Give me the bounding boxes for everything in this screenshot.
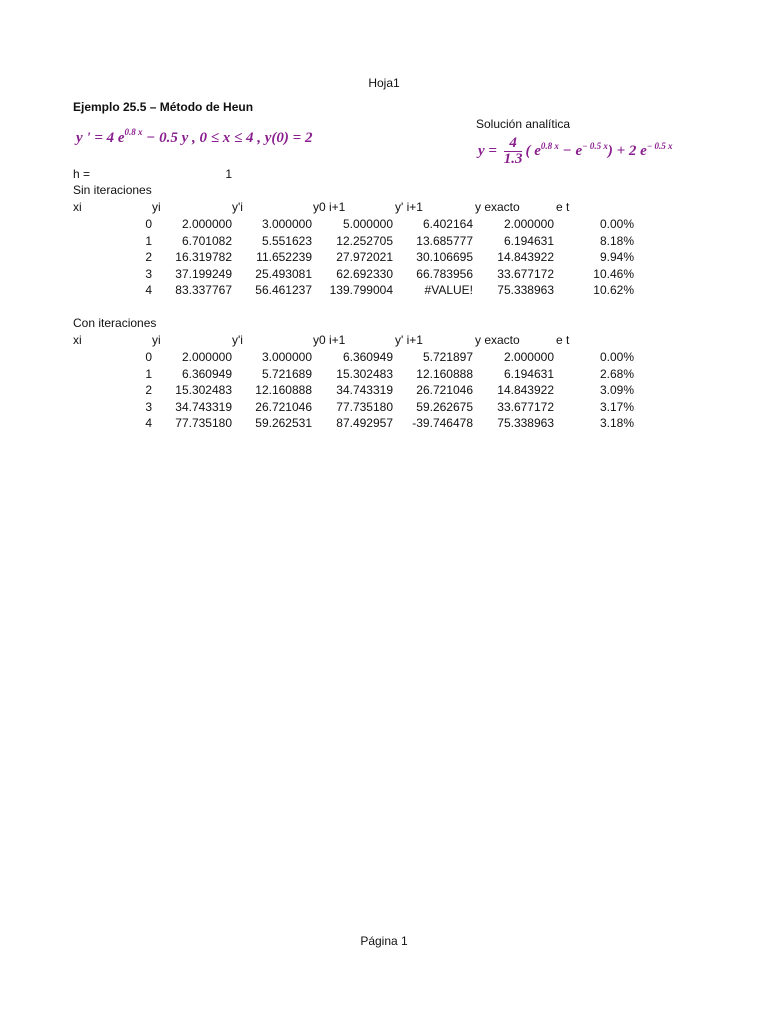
table-cell: 13.685777 bbox=[416, 233, 473, 248]
table-cell: 3.000000 bbox=[261, 350, 312, 364]
table-row bbox=[0, 283, 768, 299]
table-cell: 26.721046 bbox=[416, 383, 473, 397]
table-cell: 14.843922 bbox=[497, 383, 554, 397]
sheet-header: Hoja1 bbox=[368, 76, 400, 90]
table-cell: 2.000000 bbox=[503, 217, 554, 231]
table-cell: 77.735180 bbox=[336, 399, 393, 414]
table-cell: 9.94% bbox=[599, 250, 634, 264]
equation-exponent: 0.8 x bbox=[124, 127, 143, 137]
column-header: xi bbox=[73, 333, 82, 347]
table-cell: 6.194631 bbox=[503, 366, 554, 381]
table-cell: 4 bbox=[145, 283, 152, 297]
solution-fraction bbox=[504, 136, 523, 167]
table-cell: 12.160888 bbox=[416, 366, 473, 381]
table-cell: 10.62% bbox=[593, 283, 634, 297]
table-cell: 3 bbox=[145, 266, 152, 281]
section-title-sin-iteraciones: Sin iteraciones bbox=[73, 183, 152, 197]
table-cell: #VALUE! bbox=[424, 283, 473, 297]
table-cell: 1 bbox=[145, 233, 152, 248]
table-row bbox=[0, 250, 768, 266]
table-cell: 3 bbox=[145, 399, 152, 414]
table-cell: 14.843922 bbox=[497, 250, 554, 264]
column-header: y'i bbox=[232, 333, 243, 347]
table-cell: 8.18% bbox=[599, 233, 634, 248]
column-header: y0 i+1 bbox=[313, 333, 346, 347]
analytic-solution-label: Solución analítica bbox=[476, 117, 571, 131]
table-cell: 15.302483 bbox=[175, 383, 232, 397]
table-row bbox=[0, 400, 768, 416]
analytic-solution-formula bbox=[478, 136, 673, 167]
table-cell: 2 bbox=[145, 383, 152, 397]
table-cell: 2.000000 bbox=[181, 350, 232, 364]
step-label: h = bbox=[73, 167, 91, 181]
table-cell: 5.721689 bbox=[261, 366, 312, 381]
table-cell: 12.160888 bbox=[255, 383, 312, 397]
table-row bbox=[0, 416, 768, 432]
table-cell: 4 bbox=[145, 416, 152, 430]
table-cell: 6.194631 bbox=[503, 233, 554, 248]
table-cell: 62.692330 bbox=[336, 266, 393, 281]
table-cell: 0.00% bbox=[599, 217, 634, 231]
table-cell: 3.17% bbox=[599, 399, 634, 414]
column-header: y'i bbox=[232, 200, 243, 214]
page-footer: Página 1 bbox=[360, 934, 408, 948]
column-header: e t bbox=[556, 333, 570, 347]
solution-exp1: 0.8 x bbox=[540, 140, 559, 151]
table-cell: 66.783956 bbox=[416, 266, 473, 281]
solution-mid: − e bbox=[558, 142, 583, 159]
table-cell: 27.972021 bbox=[336, 250, 393, 264]
column-header: e t bbox=[556, 200, 570, 214]
table-cell: 6.701082 bbox=[181, 233, 232, 248]
column-header: xi bbox=[73, 200, 82, 214]
column-header: y exacto bbox=[475, 200, 520, 214]
table-cell: 0 bbox=[145, 350, 152, 364]
table-cell: 2.000000 bbox=[503, 350, 554, 364]
step-value: 1 bbox=[225, 167, 232, 181]
table-cell: 59.262675 bbox=[416, 399, 473, 414]
table-cell: 37.199249 bbox=[175, 266, 232, 281]
table-cell: 2 bbox=[145, 250, 152, 264]
table-row bbox=[0, 350, 768, 366]
table-cell: -39.746478 bbox=[412, 416, 473, 430]
table-row bbox=[0, 367, 768, 383]
solution-prefix: y = bbox=[478, 142, 497, 159]
table-cell: 75.338963 bbox=[497, 416, 554, 430]
table-cell: 34.743319 bbox=[175, 399, 232, 414]
table-cell: 6.360949 bbox=[181, 366, 232, 381]
differential-equation bbox=[76, 128, 312, 147]
table-cell: 6.402164 bbox=[422, 217, 473, 231]
table-cell: 12.252705 bbox=[336, 233, 393, 248]
solution-close: ) + 2 e bbox=[607, 142, 647, 159]
table-cell: 2.68% bbox=[599, 366, 634, 381]
table-cell: 33.677172 bbox=[497, 266, 554, 281]
solution-exp3: − 0.5 x bbox=[646, 140, 673, 151]
table-cell: 3.000000 bbox=[261, 217, 312, 231]
table-cell: 75.338963 bbox=[497, 283, 554, 297]
table-cell: 0.00% bbox=[599, 350, 634, 364]
table-cell: 33.677172 bbox=[497, 399, 554, 414]
column-header: y' i+1 bbox=[395, 333, 423, 347]
table-cell: 87.492957 bbox=[336, 416, 393, 430]
section-title-con-iteraciones: Con iteraciones bbox=[73, 316, 157, 330]
table-cell: 5.000000 bbox=[342, 217, 393, 231]
table-cell: 10.46% bbox=[593, 266, 634, 281]
column-header: y0 i+1 bbox=[313, 200, 346, 214]
column-header: y exacto bbox=[475, 333, 520, 347]
table-cell: 0 bbox=[145, 217, 152, 231]
table-row bbox=[0, 217, 768, 233]
table-cell: 59.262531 bbox=[255, 416, 312, 430]
table-cell: 11.652239 bbox=[256, 250, 312, 264]
table-row bbox=[0, 267, 768, 283]
table-cell: 5.551623 bbox=[261, 233, 312, 248]
table-row bbox=[0, 234, 768, 250]
column-header: yi bbox=[152, 200, 161, 214]
table-cell: 3.18% bbox=[599, 416, 634, 430]
column-header: y' i+1 bbox=[395, 200, 423, 214]
fraction-numerator: 4 bbox=[504, 136, 523, 152]
table-cell: 139.799004 bbox=[329, 283, 393, 297]
table-row bbox=[0, 383, 768, 399]
equation-lhs: y ' = 4 e bbox=[76, 130, 125, 146]
equation-rest: − 0.5 y , 0 ≤ x ≤ 4 , y(0) = 2 bbox=[146, 130, 313, 146]
table-cell: 56.461237 bbox=[255, 283, 312, 297]
table-cell: 3.09% bbox=[599, 383, 634, 397]
table-cell: 77.735180 bbox=[175, 416, 232, 430]
table-cell: 5.721897 bbox=[422, 350, 473, 364]
table-cell: 30.106695 bbox=[416, 250, 473, 264]
table-cell: 15.302483 bbox=[336, 366, 393, 381]
table-cell: 34.743319 bbox=[336, 383, 393, 397]
table-cell: 26.721046 bbox=[255, 399, 312, 414]
table-cell: 25.493081 bbox=[255, 266, 312, 281]
table-cell: 16.319782 bbox=[175, 250, 232, 264]
table-cell: 2.000000 bbox=[181, 217, 232, 231]
table-cell: 1 bbox=[145, 366, 152, 381]
table-cell: 6.360949 bbox=[342, 350, 393, 364]
column-header: yi bbox=[152, 333, 161, 347]
solution-exp2: − 0.5 x bbox=[582, 140, 608, 151]
table-cell: 83.337767 bbox=[175, 283, 232, 297]
example-title: Ejemplo 25.5 – Método de Heun bbox=[73, 100, 254, 114]
fraction-denominator: 1.3 bbox=[503, 151, 523, 167]
solution-open: ( e bbox=[525, 142, 541, 159]
